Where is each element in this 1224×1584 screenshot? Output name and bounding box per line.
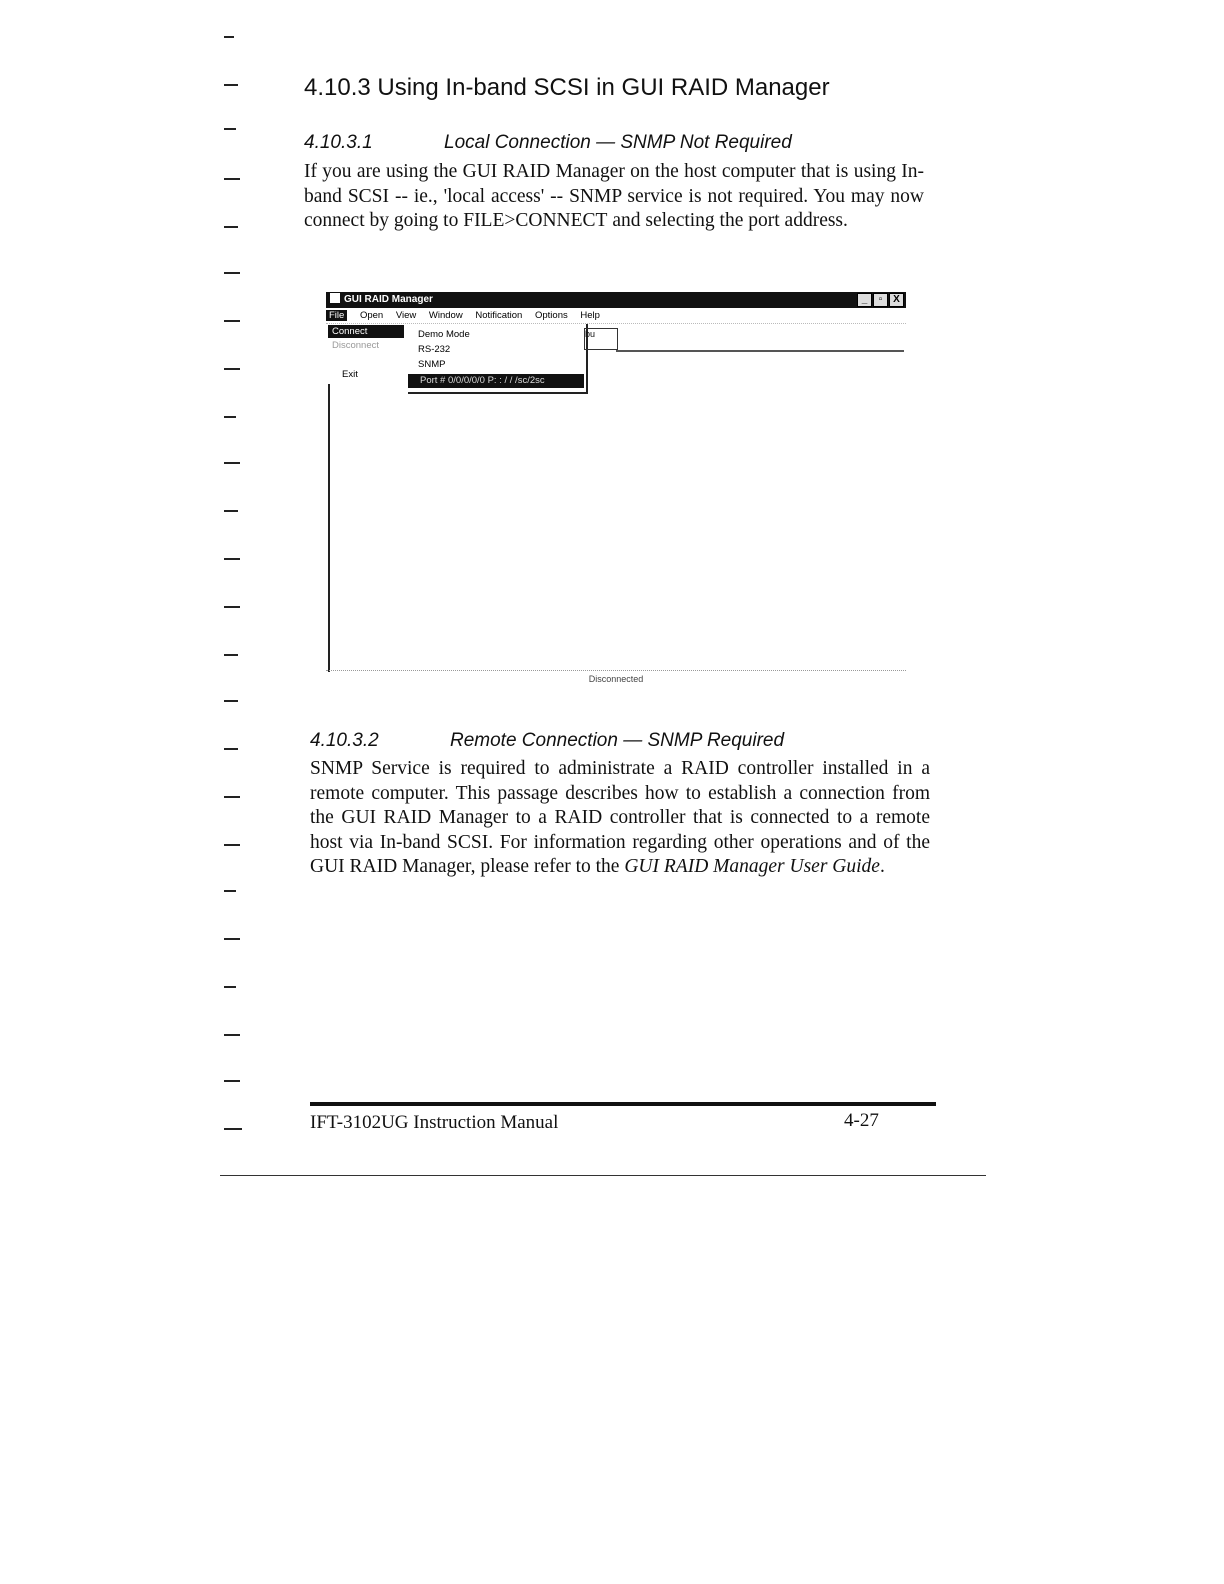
page-bottom-rule (220, 1175, 986, 1176)
status-text: Disconnected (588, 674, 644, 684)
section-title: 4.10.3 Using In-band SCSI in GUI RAID Manager (304, 74, 830, 101)
file-menu-exit[interactable]: Exit (342, 369, 358, 380)
subsection-title: Local Connection — SNMP Not Required (444, 132, 792, 153)
menu-notification[interactable]: Notification (475, 310, 523, 321)
subsection-heading-remote (310, 730, 784, 752)
remote-connection-paragraph (310, 757, 930, 880)
toolbar-button[interactable] (584, 328, 618, 350)
menu-open[interactable]: Open (359, 310, 384, 321)
status-bar (326, 670, 906, 687)
menu-help[interactable]: Help (580, 310, 600, 321)
submenu-port-address[interactable]: Port # 0/0/0/0/0 P: : / / /sc/2sc (408, 374, 584, 388)
gui-raid-manager-screenshot (326, 292, 906, 692)
footer-rule (310, 1102, 936, 1106)
submenu-snmp[interactable]: SNMP (418, 359, 446, 370)
window-controls (857, 293, 904, 307)
menu-bar (326, 309, 906, 324)
paragraph-text-end: . (879, 856, 885, 877)
menu-path: FILE>CONNECT (463, 210, 608, 231)
submenu-rs-232[interactable]: RS-232 (418, 344, 451, 355)
toolbar-separator (616, 350, 904, 352)
app-icon (330, 293, 340, 303)
margin-binding-marks (224, 0, 264, 1584)
connect-submenu (408, 324, 588, 394)
subsection-number: 4.10.3.2 (310, 730, 379, 751)
guide-title: GUI RAID Manager User Guide (624, 856, 880, 877)
file-menu-disconnect[interactable]: Disconnect (332, 340, 379, 351)
subsection-number: 4.10.3.1 (304, 132, 373, 153)
file-menu-connect[interactable]: Connect (328, 325, 404, 338)
close-button[interactable]: X (889, 293, 904, 307)
footer-manual-title: IFT-3102UG Instruction Manual (310, 1112, 559, 1133)
menu-file[interactable]: File (326, 310, 347, 321)
window-title: GUI RAID Manager (344, 294, 433, 305)
toolbar-button-label: bu (585, 329, 596, 339)
menu-window[interactable]: Window (428, 310, 463, 321)
window-titlebar (326, 292, 906, 308)
local-connection-paragraph (304, 160, 924, 234)
menu-options[interactable]: Options (534, 310, 568, 321)
subsection-heading-local (304, 132, 792, 154)
subsection-title: Remote Connection — SNMP Required (450, 730, 785, 751)
paragraph-text-end: and selecting the port address. (607, 210, 848, 231)
footer-page-number: 4-27 (844, 1110, 879, 1131)
client-area-border (328, 384, 330, 672)
menu-view[interactable]: View (395, 310, 417, 321)
paragraph-text: If you are using the GUI RAID Manager on the host computer that is using In-band SCSI -- ie., 'local access' -- SNMP service is not required. You may now connect by going to (304, 161, 924, 231)
file-menu-dropdown (326, 324, 408, 384)
minimize-button[interactable]: _ (857, 293, 872, 307)
paragraph-text: SNMP Service is required to administrate a RAID controller installed in a remote computer. This passage describes how to establish a connection from the GUI RAID Manager to a RAID controller that is connected to a remote host via In-band SCSI. For information regarding other operations and of the GUI RAID Manager, please refer to the (310, 758, 930, 877)
restore-button[interactable]: ▫ (873, 293, 888, 307)
submenu-demo-mode[interactable]: Demo Mode (418, 329, 470, 340)
